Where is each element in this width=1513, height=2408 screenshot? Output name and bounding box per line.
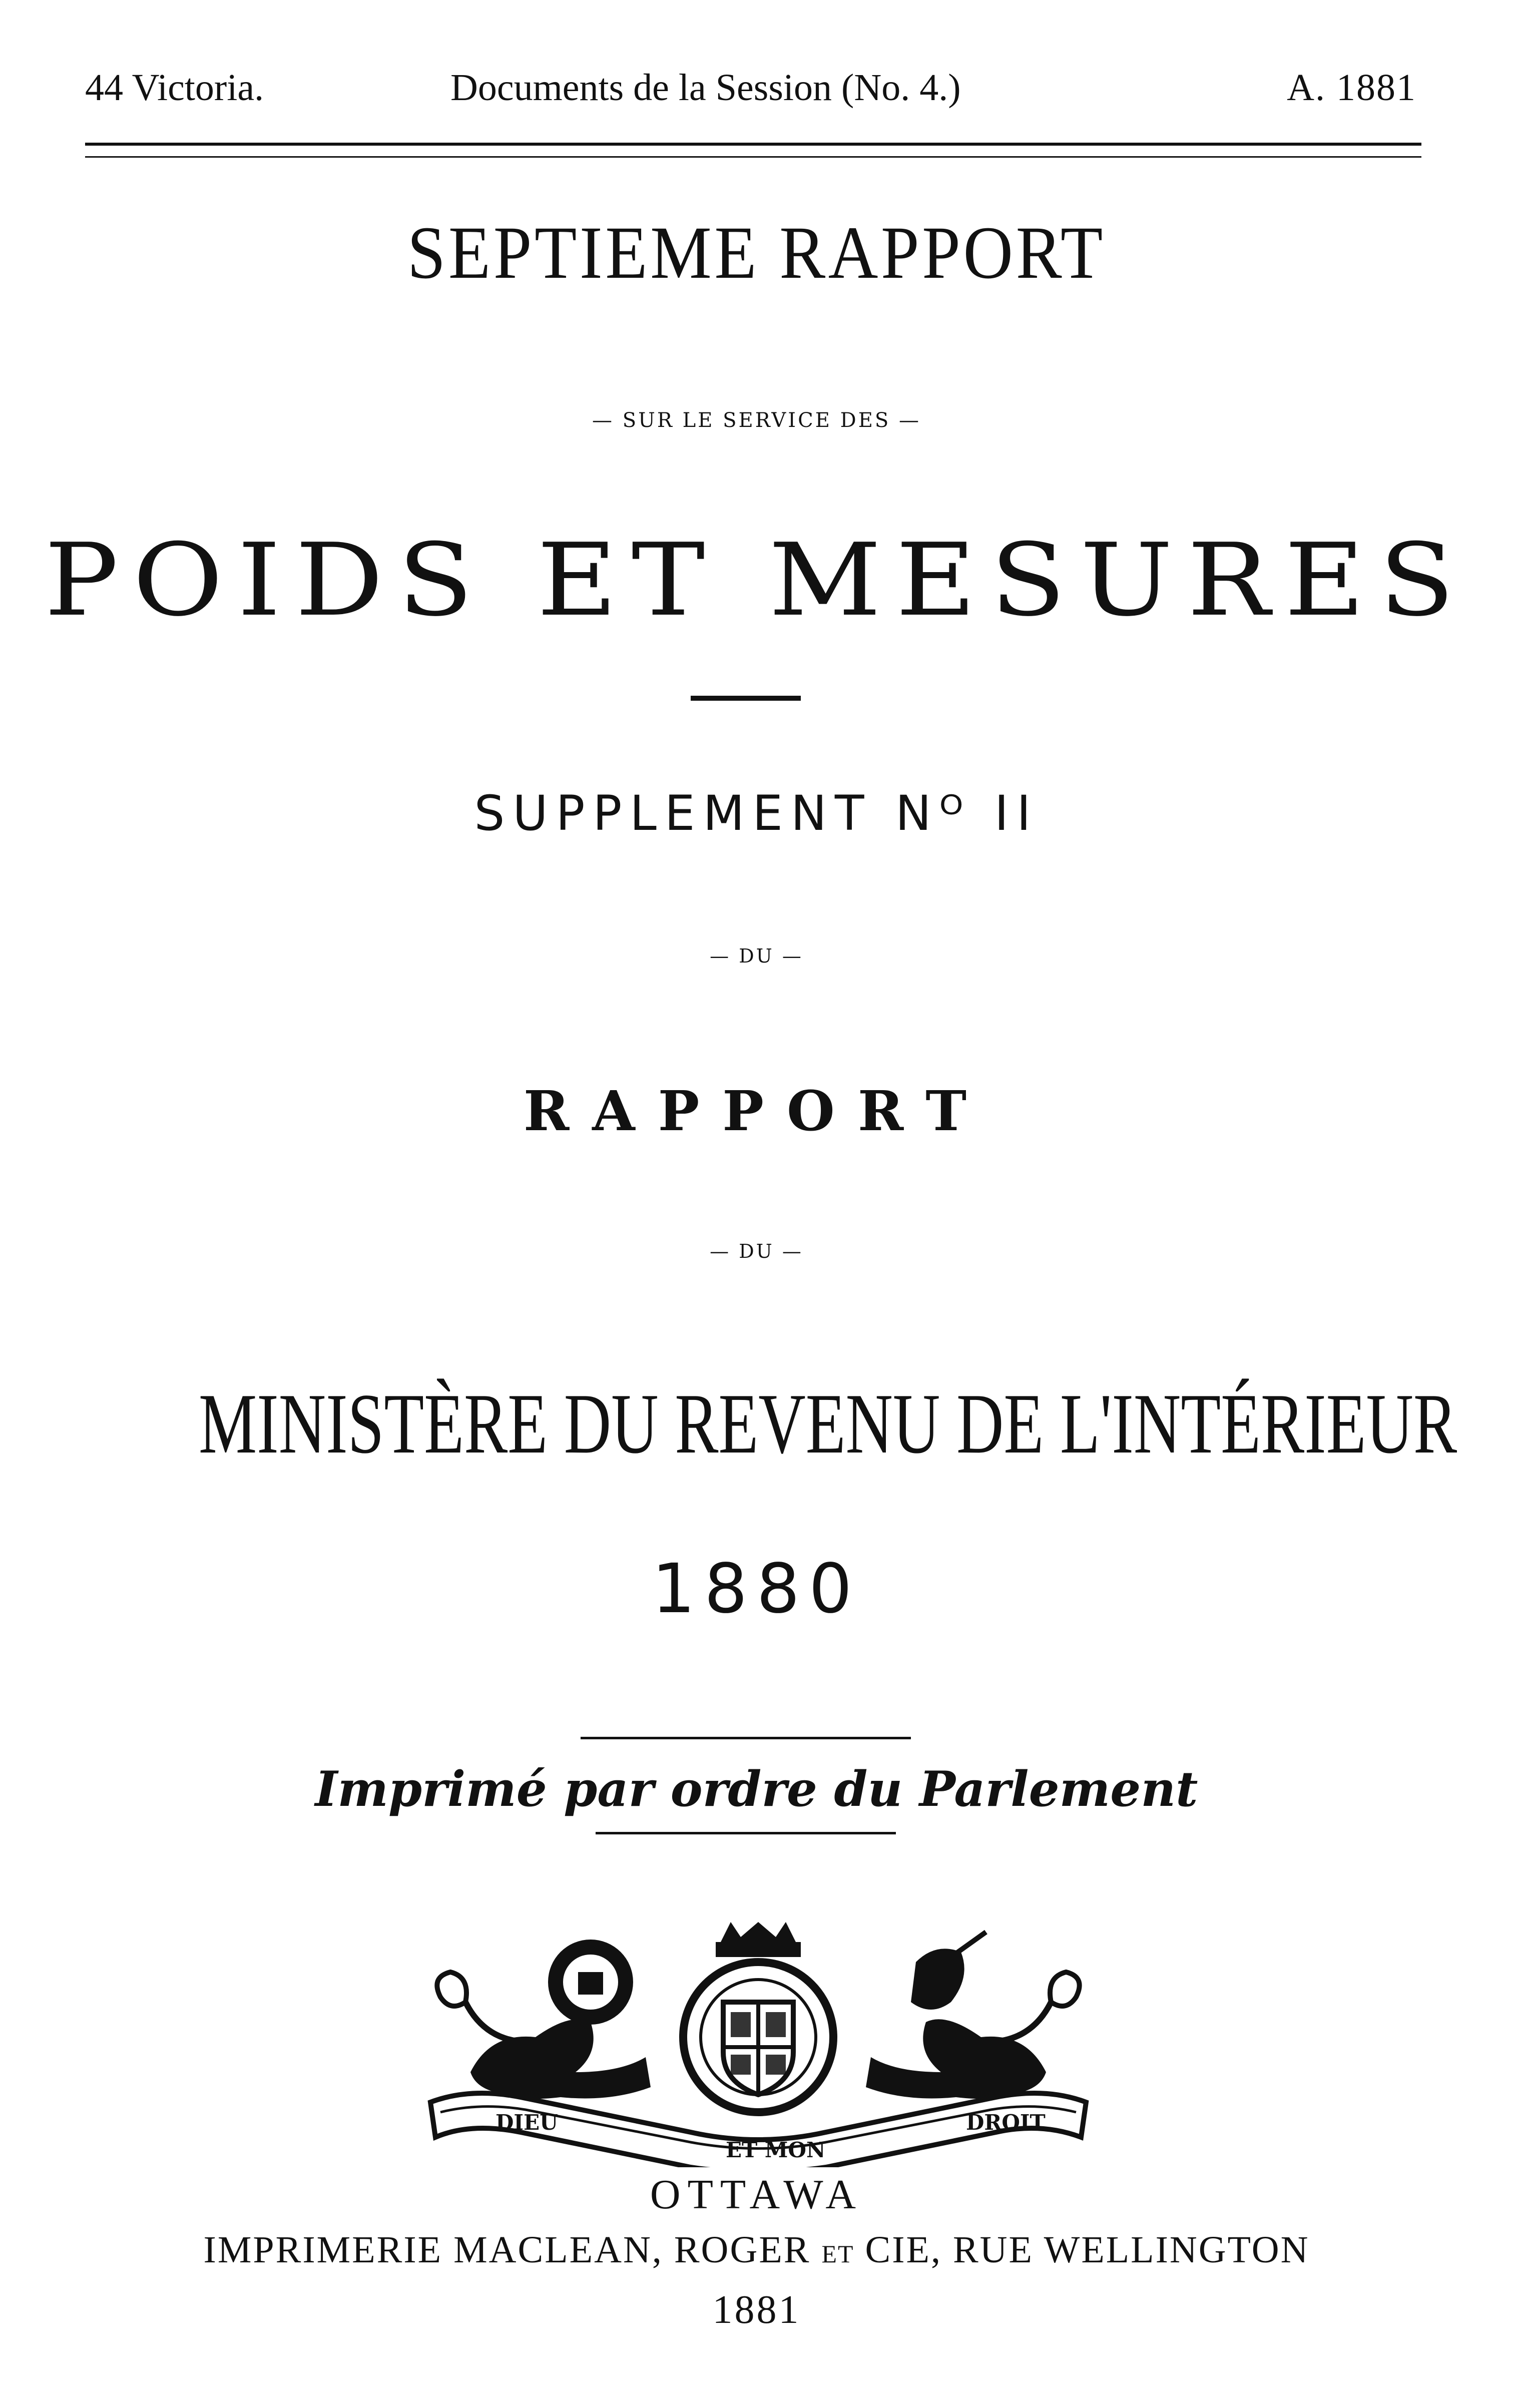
- printer-name-et: ET: [821, 2240, 854, 2268]
- running-header: [85, 60, 1416, 115]
- svg-text:DROIT: DROIT: [966, 2110, 1046, 2135]
- subtitle-sur-le-service: — SUR LE SERVICE DES —: [592, 409, 921, 432]
- publication-year: 1881: [712, 2288, 801, 2332]
- imprint-rule-bottom: [596, 1832, 896, 1834]
- header-year: A. 1881: [1287, 67, 1416, 109]
- connector-du-2: — DU —: [710, 1240, 803, 1262]
- printer-name-part-1: IMPRIMERIE MACLEAN, ROGER: [203, 2229, 811, 2271]
- title-rapport: RAPPORT: [523, 1079, 990, 1143]
- publisher-printer: [0, 2222, 1513, 2281]
- connector-du-1: — DU —: [710, 945, 803, 967]
- svg-text:ET MON: ET MON: [726, 2138, 826, 2162]
- title-poids-et-mesures: POIDS ET MESURES: [44, 522, 1469, 639]
- header-double-rule: [85, 143, 1421, 158]
- title-divider-rule: [691, 696, 801, 701]
- royal-coat-of-arms-icon: [410, 1922, 1106, 2167]
- report-year: 1880: [652, 1550, 861, 1629]
- header-document-title: Documents de la Session (No. 4.): [450, 67, 961, 109]
- printer-name-part-2: CIE, RUE WELLINGTON: [865, 2229, 1310, 2271]
- header-session-volume: 44 Victoria.: [85, 67, 264, 109]
- imprint-note: Imprimé par ordre du Parlement: [315, 1761, 1198, 1817]
- title-septieme-rapport: SEPTIEME RAPPORT: [407, 211, 1106, 294]
- imprint-rule-top: [581, 1737, 911, 1739]
- publisher-city: OTTAWA: [650, 2171, 863, 2218]
- svg-text:DIEU: DIEU: [495, 2110, 558, 2135]
- supplement-number: SUPPLEMENT Nᴼ II: [474, 785, 1039, 841]
- ministry-name: MINISTÈRE DU REVENU DE L'INTÉRIEUR: [198, 1376, 1457, 1472]
